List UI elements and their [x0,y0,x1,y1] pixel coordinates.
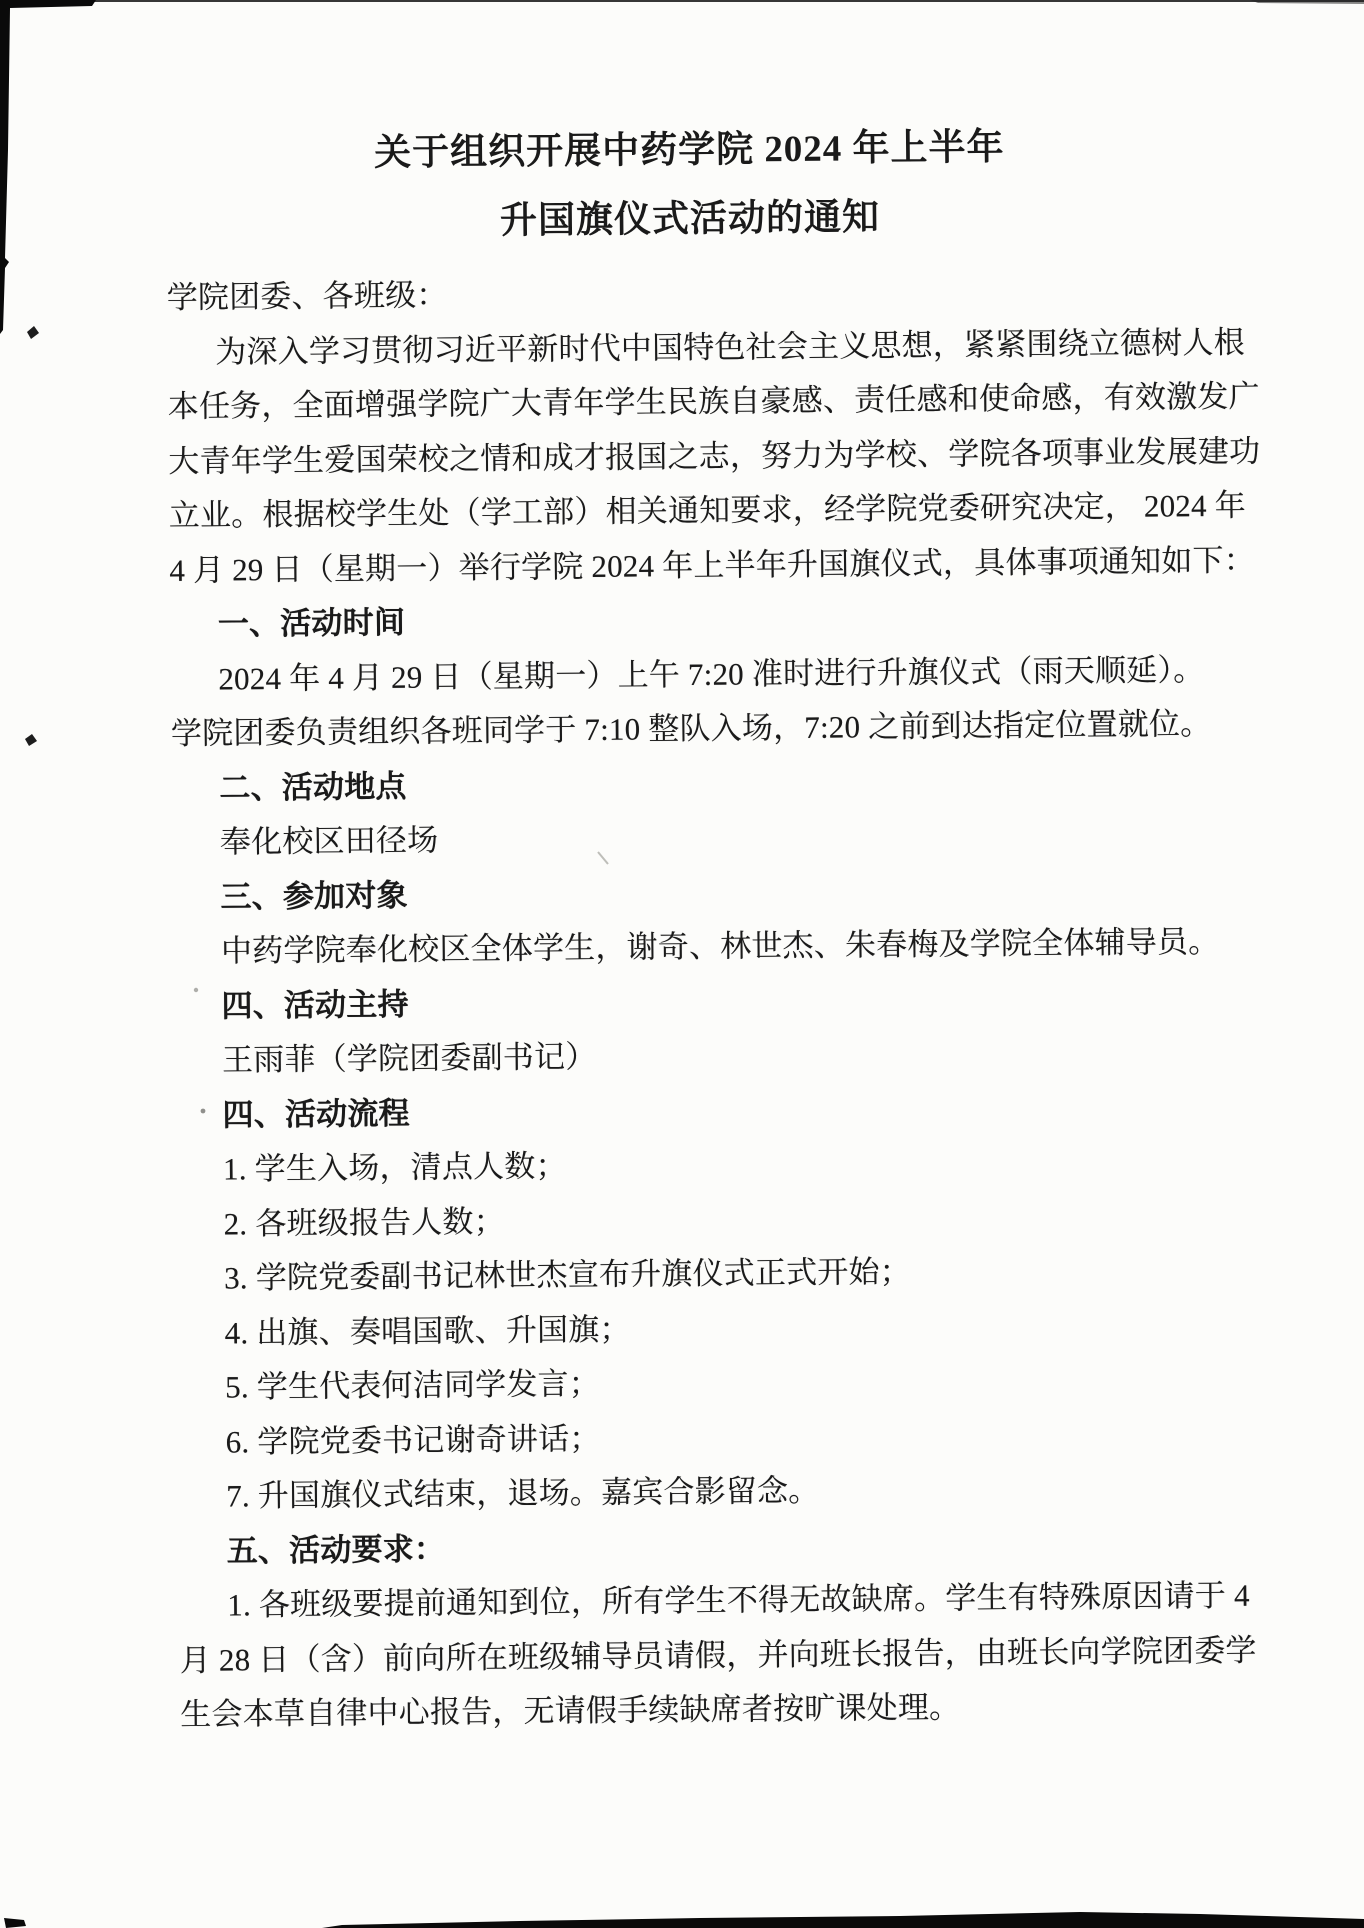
notice-title [165,111,1214,259]
scan-smudge-bottom-left [4,1918,26,1928]
procedure-item: 5. 学生代表何洁同学发言； [225,1365,601,1405]
intro-line: 立业。根据校学生处（学工部）相关通知要求，经学院党委研究决定， 2024 年 [168,487,1247,534]
procedure-item: 4. 出旗、奏唱国歌、升国旗； [224,1311,631,1351]
intro-line: 本任务，全面增强学院广大青年学生民族自豪感、责任感和使命感，有效激发广 [167,378,1260,425]
intro-line: 为深入学习贯彻习近平新时代中国特色社会主义思想，紧紧围绕立德树人根 [215,324,1245,370]
procedure-item: 1. 学生入场，清点人数； [222,1148,567,1187]
procedure-item: 3. 学院党委副书记林世杰宣布升旗仪式正式开始； [223,1253,912,1296]
ink-speck-middle [25,734,37,746]
section-heading-place: 二、活动地点 [219,768,407,806]
section-heading-participants: 三、参加对象 [220,877,408,915]
section-participants-line: 中药学院奉化校区全体学生，谢奇、林世杰、朱春梅及学院全体辅导员。 [220,923,1220,969]
section-host-line: 王雨菲（学院团委副书记） [221,1038,597,1078]
requirements-line: 生会本草自律中心报告，无请假手续缺席者按旷课处理。 [180,1689,961,1732]
section-time-line: 2024 年 4 月 29 日（星期一）上午 7:20 准时进行升旗仪式（雨天顺延）。 [218,651,1205,697]
requirements-line: 1. 各班级要提前通知到位，所有学生不得无故缺席。学生有特殊原因请于 4 [227,1577,1250,1623]
section-heading-host: 四、活动主持 [221,986,409,1024]
section-time-line: 学院团委负责组织各班同学于 7:10 整队入场，7:20 之前到达指定位置就位。 [170,706,1212,752]
scan-edge-top-right [1250,0,1364,4]
title-line-2: 升国旗仪式活动的通知 [499,197,881,242]
section-place-line: 奉化校区田径场 [219,822,439,860]
intro-line: 4 月 29 日（星期一）举行学院 2024 年上半年升国旗仪式，具体事项通知如下： [169,542,1256,588]
salutation: 学院团委、各班级： [166,277,448,316]
scan-edge-left [0,0,96,334]
scan-smudge-bottom [322,1912,1364,1928]
procedure-item: 2. 各班级报告人数； [223,1203,505,1242]
intro-line: 大青年学生爱国荣校之情和成才报国之志，努力为学校、学院各项事业发展建功 [168,433,1261,479]
section-heading-requirements: 五、活动要求： [226,1530,446,1569]
scan-edge-top [0,0,1364,2]
notice-document [165,111,1261,1742]
section-heading-procedure: 四、活动流程 [222,1095,410,1133]
ink-speck-upper [27,326,39,339]
section-heading-time: 一、活动时间 [217,604,406,642]
procedure-item: 7. 升国旗仪式结束，退场。嘉宾合影留念。 [226,1472,820,1514]
requirements-line: 月 28 日（含）前向所在班级辅导员请假，并向班长报告，由班长向学院团委学 [179,1632,1257,1678]
title-line-1: 关于组织开展中药学院 2024 年上半年 [373,126,1005,175]
procedure-item: 6. 学院党委书记谢奇讲话； [225,1420,601,1460]
